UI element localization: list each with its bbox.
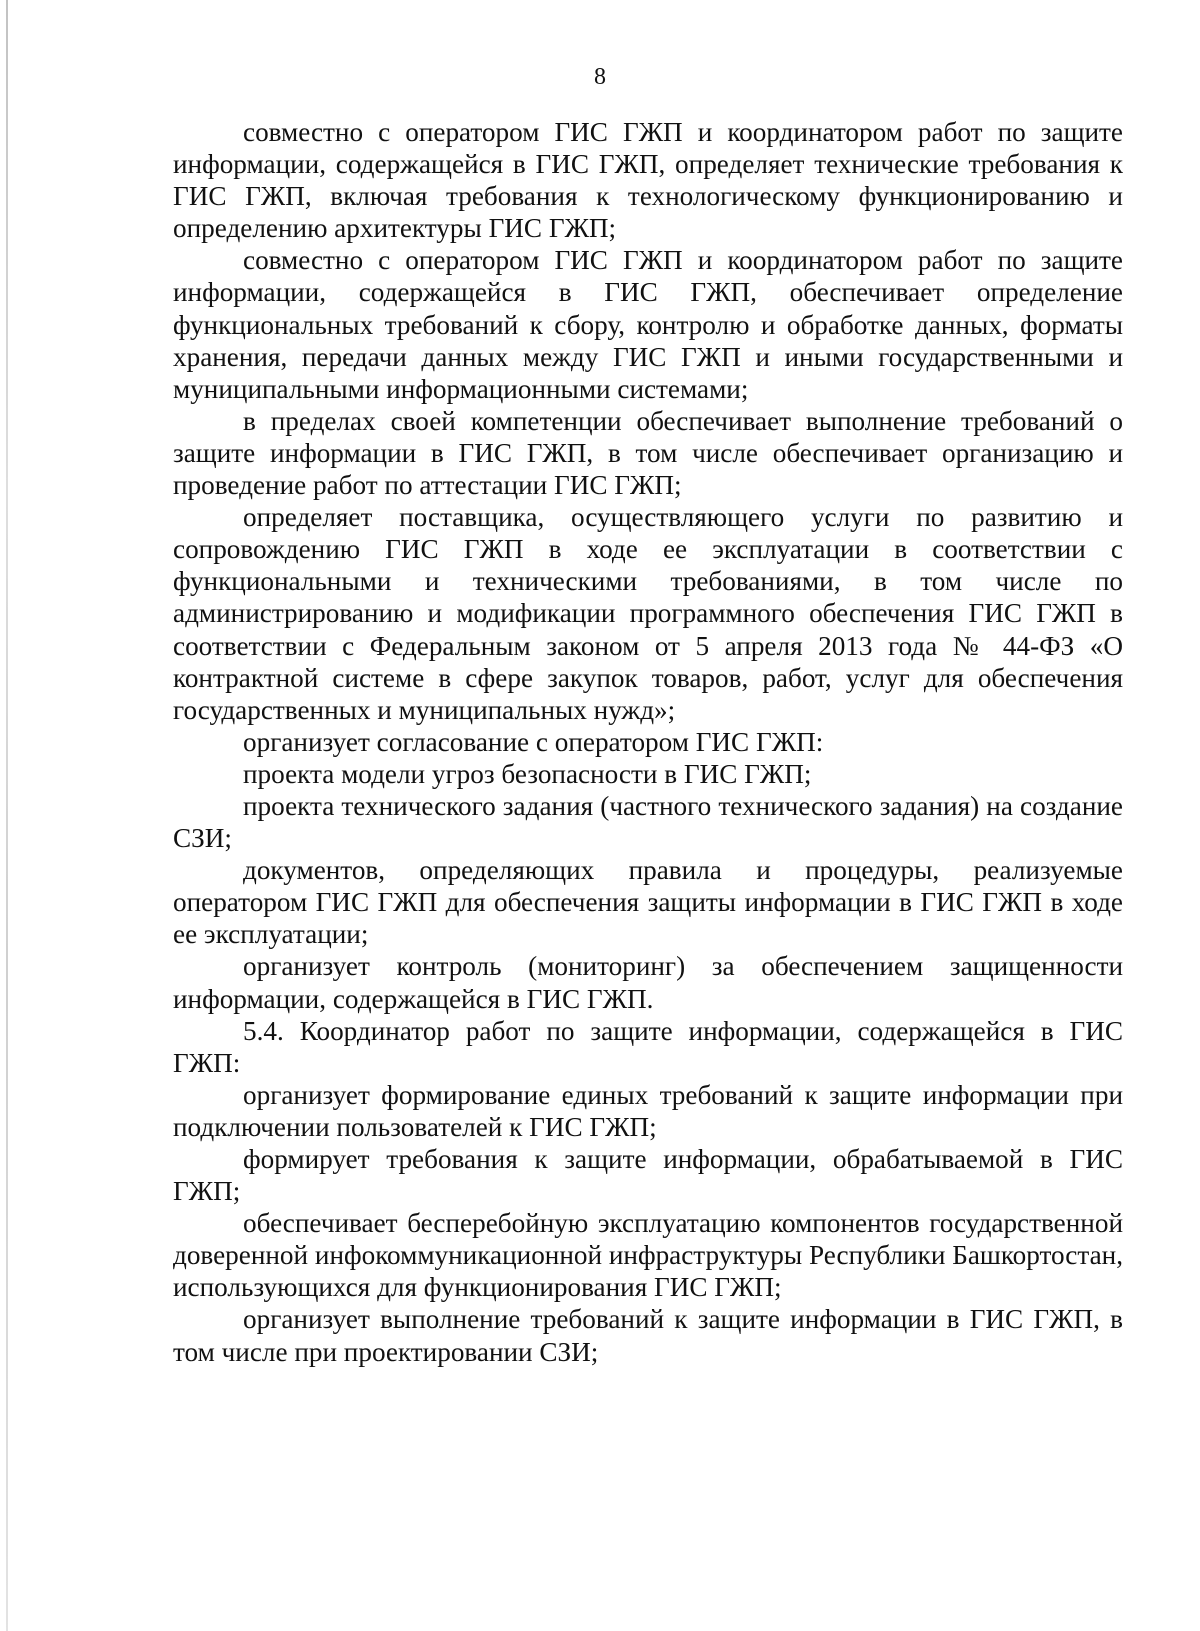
paragraph: 5.4. Координатор работ по защите информации, содержащейся в ГИС ГЖП: (173, 1015, 1123, 1078)
scan-edge-line (6, 0, 8, 1631)
paragraph: обеспечивает бесперебойную эксплуатацию компонентов государственной доверенной инфокоммуникационной инфраструктуры Республики Башкортостан, использующихся для функционирования ГИС ГЖП; (173, 1208, 1123, 1303)
paragraph: определяет поставщика, осуществляющего услуги по развитию и сопровождению ГИС ГЖП в ходе ее эксплуатации в соответствии с функциональными и техническими требованиями, в том числе по администрированию и модификации программного обеспечения ГИС ГЖП в соответствии с Федеральным законом от 5 апреля 2013 года № 44-ФЗ «О контрактной системе в сфере закупок товаров, работ, услуг для обеспечения государственных и муниципальных нужд»; (173, 502, 1123, 725)
paragraph: документов, определяющих правила и процедуры, реализуемые оператором ГИС ГЖП для обеспечения защиты информации в ГИС ГЖП в ходе ее эксплуатации; (173, 855, 1123, 950)
paragraph: совместно с оператором ГИС ГЖП и координатором работ по защите информации, содержащейся в ГИС ГЖП, определяет технические требования к ГИС ГЖП, включая требования к технологическому функционированию и определению архитектуры ГИС ГЖП; (173, 117, 1123, 244)
paragraph: проекта технического задания (частного технического задания) на создание СЗИ; (173, 790, 1123, 854)
paragraph: организует выполнение требований к защите информации в ГИС ГЖП, в том числе при проектировании СЗИ; (173, 1304, 1123, 1367)
paragraph: организует контроль (мониторинг) за обеспечением защищенности информации, содержащейся в ГИС ГЖП. (173, 951, 1123, 1014)
paragraph: организует формирование единых требований к защите информации при подключении пользователей к ГИС ГЖП; (173, 1079, 1123, 1142)
paragraph: в пределах своей компетенции обеспечивает выполнение требований о защите информации в ГИС ГЖП, в том числе обеспечивает организацию и проведение работ по аттестации ГИС ГЖП; (173, 405, 1123, 501)
paragraph: формирует требования к защите информации, обрабатываемой в ГИС ГЖП; (173, 1144, 1123, 1207)
document-body (173, 116, 1123, 1368)
paragraph: совместно с оператором ГИС ГЖП и координатором работ по защите информации, содержащейся в ГИС ГЖП, обеспечивает определение функциональных требований к сбору, контролю и обработке данных, форматы хранения, передачи данных между ГИС ГЖП и иными государственными и муниципальными информационными системами; (173, 245, 1123, 404)
paragraph: организует согласование с оператором ГИС ГЖП: (243, 726, 824, 757)
page-number: 8 (594, 64, 606, 90)
paragraph: проекта модели угроз безопасности в ГИС ГЖП; (243, 758, 812, 789)
